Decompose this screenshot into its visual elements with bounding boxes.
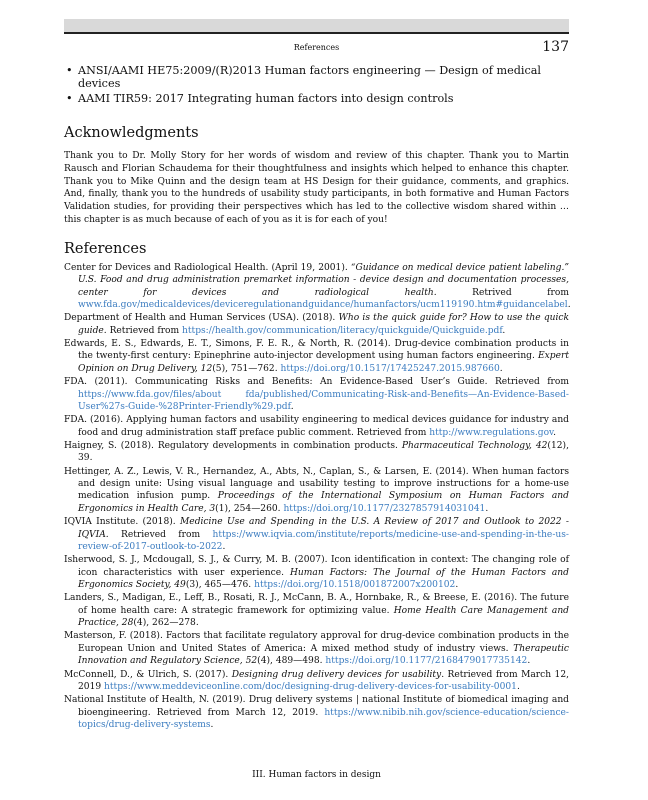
reference-entry: [64, 312, 569, 337]
reference-link[interactable]: https://www.meddeviceonline.com/doc/designing-drug-delivery-devices-for-usability-0001: [104, 681, 517, 692]
reference-text: .: [527, 656, 531, 667]
reference-text: (3), 465—476.: [185, 579, 255, 590]
reference-text: .: [553, 427, 557, 438]
reference-link[interactable]: https://www.nibib.nih.gov/science-education/science-topics/drug-delivery-systems: [78, 707, 569, 730]
reference-title: “Guidance on medical device patient labeling.” U.S. Food and drug administration premarket information - device design and documentation processes, center for devices and radiological health: [78, 263, 569, 298]
reference-text: National Institute of Health, N. (2019). Drug delivery systems | national Institute of biomedical imaging and bioengineering. Retrieved from March 12, 2019.: [64, 695, 569, 718]
reference-link[interactable]: https://www.iqvia.com/institute/reports/medicine-use-and-spending-in-the-us-review-of-2017-outlook-to-2022: [78, 529, 569, 552]
reference-link[interactable]: https://www.fda.gov/files/about fda/published/Communicating-Risk-and-Benefits—An-Evidence-Based-User%27s-Guide-%28Printer-Friendly%29.pdf: [78, 389, 569, 412]
reference-text: . Retrived from: [433, 287, 569, 298]
running-header: [64, 40, 569, 56]
reference-text: .: [210, 719, 214, 730]
reference-text: .: [455, 579, 459, 590]
reference-link[interactable]: https://health.gov/communication/literacy/quickguide/Quickguide.pdf: [182, 325, 503, 336]
reference-entry: [64, 414, 569, 439]
reference-text: (4), 262—278.: [133, 618, 199, 628]
reference-title: Designing drug delivery devices for usability: [231, 669, 442, 680]
page-footer: III. Human factors in design: [252, 770, 381, 780]
reference-text: . Retrieved from: [103, 325, 183, 336]
reference-title: Medicine Use and Spending in the U.S. A Review of 2017 and Outlook to 2022 - IQVIA: [78, 517, 569, 540]
reference-text: McConnell, D., & Ulrich, S. (2017).: [64, 669, 232, 680]
reference-link[interactable]: www.fda.gov/medicaldevices/deviceregulationandguidance/humanfactors/ucm119190.htm#guidancelabel: [78, 299, 568, 310]
reference-title: Home Health Care Management and Practice, 28: [78, 605, 569, 628]
reference-title: Proceedings of the International Symposium on Human Factors and Ergonomics in Health Care, 3: [78, 491, 569, 514]
reference-text: (12), 39.: [78, 441, 569, 464]
reference-text: Masterson, F. (2018). Factors that facilitate regulatory approval for drug-device combination products in the European Union and United States of America: A mixed method study of industry views.: [64, 631, 569, 654]
reference-text: .: [499, 363, 503, 374]
reference-entry: [64, 376, 569, 413]
list-item: • AAMI TIR59: 2017 Integrating human factors into design controls: [64, 92, 569, 105]
reference-entry: [64, 262, 569, 311]
reference-link[interactable]: https://doi.org/10.1517/17425247.2015.987660: [280, 363, 500, 374]
reference-entry: [64, 630, 569, 667]
reference-text: Haigney, S. (2018). Regulatory developments in combination products.: [64, 441, 402, 452]
reference-text: . Retrieved from: [105, 529, 213, 540]
standards-list: [64, 64, 569, 106]
reference-title: Human Factors: The Journal of the Human Factors and Ergonomics Society, 49: [78, 567, 569, 590]
reference-text: FDA. (2016). Applying human factors and usability engineering to medical devices guidance for industry and food and drug administration staff preface public comment. Retrieved from: [64, 415, 569, 438]
reference-title: Therapeutic Innovation and Regulatory Science, 52: [78, 643, 569, 667]
reference-text: . Retrieved from March 12, 2019: [78, 669, 570, 692]
reference-text: .: [485, 503, 489, 514]
reference-entry: [64, 694, 569, 731]
reference-entry: [64, 669, 569, 694]
reference-title: Pharmaceutical Technology, 42: [401, 441, 548, 452]
reference-text: Center for Devices and Radiological Health. (April 19, 2001).: [64, 263, 351, 273]
reference-link[interactable]: http://www.regulations.gov: [429, 427, 554, 438]
header-bar: [64, 19, 569, 34]
reference-entry: [64, 592, 569, 629]
reference-text: Edwards, E. S., Edwards, E. T., Simons, F. E. R., & North, R. (2014). Drug-device combination products in the twenty-first century: Epinephrine auto-injector development using human factors engineering.: [64, 339, 569, 362]
reference-link[interactable]: https://doi.org/10.1177/2327857914031041: [283, 503, 486, 514]
reference-title: Who is the quick guide for? How to use the quick guide: [78, 313, 570, 336]
reference-text: Isherwood, S. J., Mcdougall, S. J., & Curry, M. B. (2007). Icon identification in context: The changing role of icon characteristics with user experience.: [64, 555, 569, 578]
reference-text: (1), 254—260.: [215, 503, 284, 514]
reference-entry: [64, 338, 569, 375]
reference-entry: [64, 466, 569, 515]
reference-entry: [64, 554, 569, 591]
reference-text: Landers, S., Madigan, E., Leff, B., Rosati, R. J., McCann, B. A., Hornbake, R., & Breese, E. (2016). The future of home health care: A strategic framework for optimizing value.: [64, 593, 569, 616]
reference-entry: [64, 440, 569, 465]
reference-link[interactable]: https://doi.org/10.1177/2168479017735142: [325, 656, 528, 667]
reference-text: (4), 489—498.: [257, 656, 326, 667]
reference-text: Department of Health and Human Services (USA). (2018).: [64, 313, 339, 324]
reference-text: .: [516, 681, 520, 692]
reference-link[interactable]: https://doi.org/10.1518/001872007x200102: [254, 579, 456, 590]
references-heading: References: [64, 241, 147, 257]
running-title: References: [293, 43, 340, 52]
reference-title: Expert Opinion on Drug Delivery, 12: [78, 351, 569, 374]
acknowledgments-heading: Acknowledgments: [64, 125, 199, 141]
reference-text: .: [290, 401, 294, 412]
reference-entry: [64, 516, 569, 553]
reference-text: .: [222, 541, 226, 552]
reference-text: IQVIA Institute. (2018).: [64, 517, 180, 528]
reference-text: FDA. (2011). Communicating Risks and Benefits: An Evidence-Based User’s Guide. Retrieved from: [64, 377, 569, 388]
reference-text: Hettinger, A. Z., Lewis, V. R., Hernandez, A., Abts, N., Caplan, S., & Larsen, E. (2014). When human factors and design unite: Using visual language and usability testing to improve instructions for a home-use medication infusion pump.: [64, 466, 569, 502]
reference-text: .: [502, 325, 506, 336]
reference-list: [64, 262, 569, 732]
acknowledgments-text: Thank you to Dr. Molly Story for her words of wisdom and review of this chapter. Thank you to Martin Rausch and Florian Schaudema for their thoughtfulness and insights which helped to enhance this chapter. Thank you to Mike Quinn and the design team at HS Design for their guidance, comments, and graphics. And, finally, thank you to the hundreds of usability study participants, in both formative and Human Factors Validation studies, for providing their perspectives which has led to the collective wisdom shared within … this chapter is as much because of each of you as it is for each of you!: [64, 151, 569, 225]
page-number: 137: [542, 39, 569, 55]
reference-text: .: [567, 299, 571, 310]
reference-text: (5), 751—762.: [212, 363, 281, 374]
list-item: • ANSI/AAMI HE75:2009/(R)2013 Human factors engineering — Design of medical devices: [64, 64, 569, 91]
